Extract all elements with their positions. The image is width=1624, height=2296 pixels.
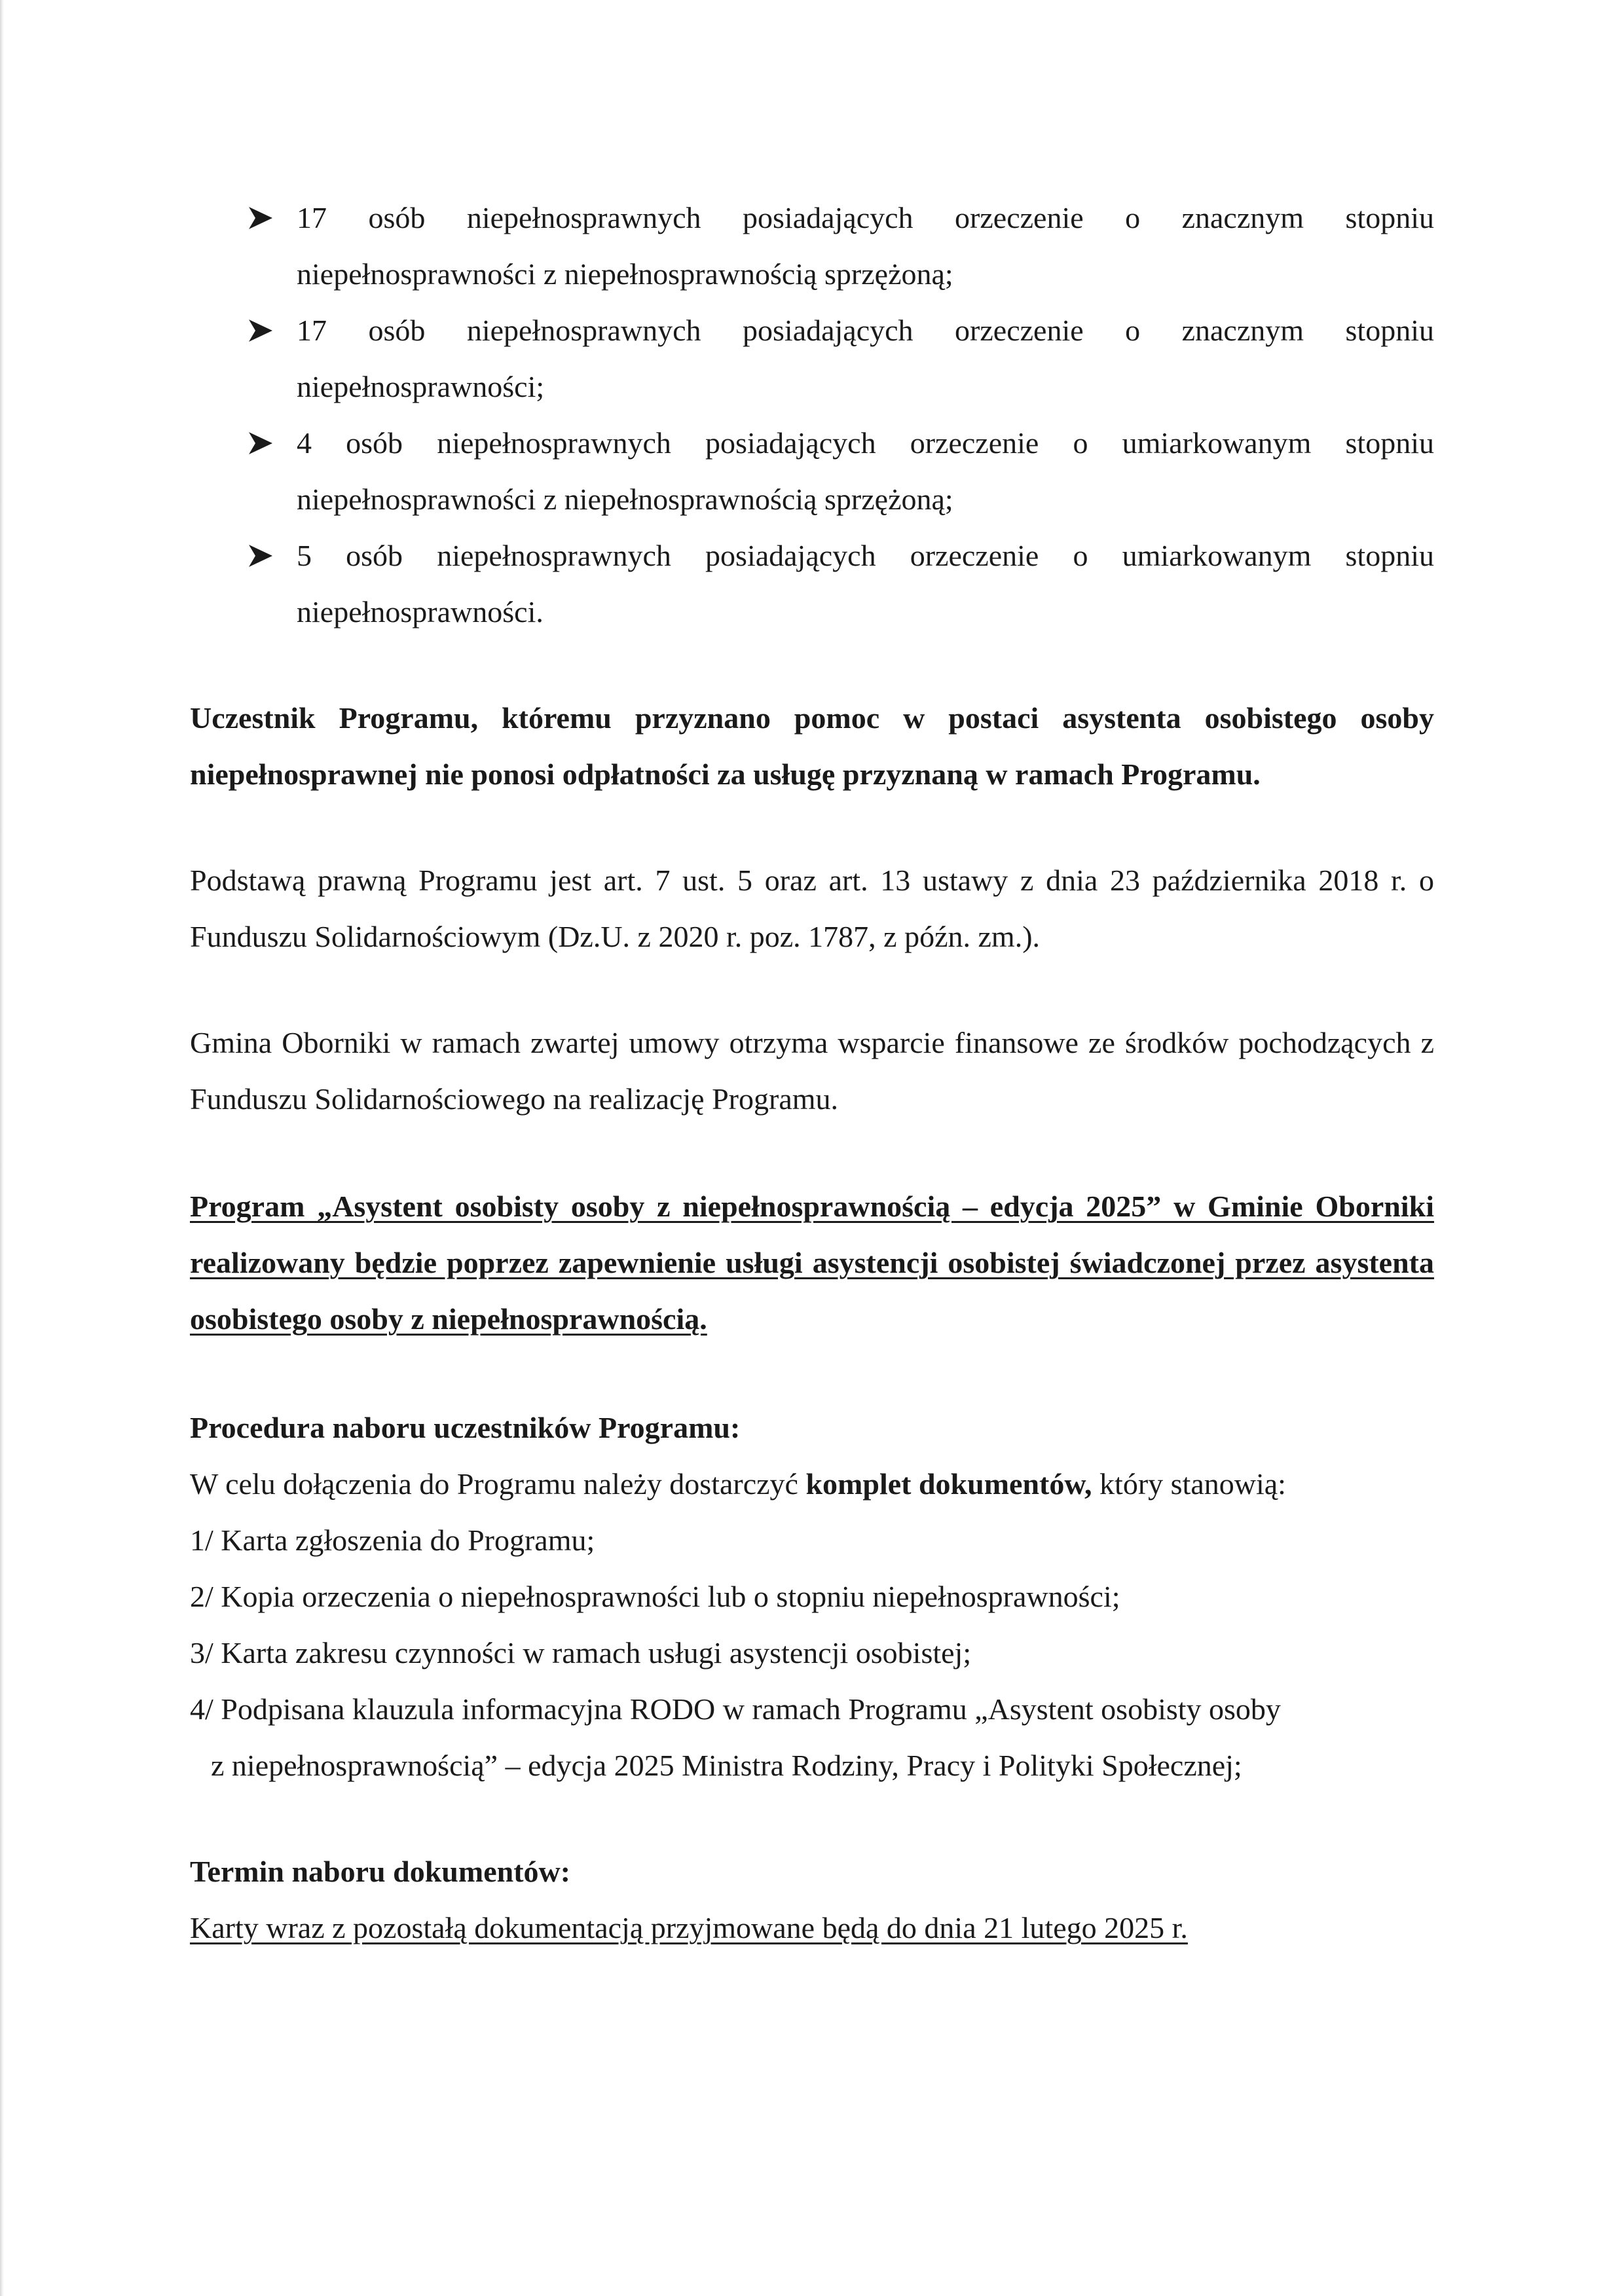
funding-paragraph: Gmina Oborniki w ramach zwartej umowy otrzyma wsparcie finansowe ze środków pochodzących z Funduszu Solidarnościowego na realizację Programu. (190, 1026, 1434, 1116)
document-item-continuation: z niepełnosprawnością” – edycja 2025 Ministra Rodziny, Pracy i Polityki Społecznej; (211, 1749, 1242, 1782)
arrowhead-bullet-icon (249, 545, 272, 567)
procedure-section (190, 1400, 1434, 1794)
document-page (190, 190, 1434, 1956)
list-item (190, 415, 1434, 528)
document-item: 3/ Karta zakresu czynności w ramach usługi asystencji osobistej; (190, 1636, 972, 1669)
deadline-section (190, 1844, 1434, 1956)
program-statement: Program „Asystent osobisty osoby z niepełnosprawnością – edycja 2025” w Gminie Oborniki realizowany będzie poprzez zapewnienie usługi asystencji osobistej świadczonej przez asystenta osobistego osoby z niepełnosprawnością. (190, 1190, 1434, 1336)
scan-edge-shadow (0, 0, 4, 2296)
document-item: 1/ Karta zgłoszenia do Programu; (190, 1523, 595, 1557)
list-item-text: 4 osób niepełnosprawnych posiadających orzeczenie o umiarkowanym stopniu niepełnosprawności z niepełnosprawnością sprzężoną; (297, 426, 1434, 516)
deadline-title: Termin naboru dokumentów: (190, 1855, 571, 1888)
procedure-intro-bold: komplet dokumentów, (805, 1467, 1092, 1501)
participant-list (190, 190, 1434, 640)
procedure-intro (190, 1456, 1434, 1512)
deadline-text: Karty wraz z pozostałą dokumentacją przyjmowane będą do dnia 21 lutego 2025 r. (190, 1911, 1188, 1944)
list-item (190, 190, 1434, 302)
procedure-intro-end: który stanowią: (1092, 1467, 1286, 1501)
procedure-intro-start: W celu dołączenia do Programu należy dostarczyć (190, 1467, 806, 1501)
procedure-title: Procedura naboru uczestników Programu: (190, 1411, 741, 1444)
document-item: 4/ Podpisana klauzula informacyjna RODO w ramach Programu „Asystent osobisty osoby (190, 1692, 1281, 1726)
legal-basis-paragraph: Podstawą prawną Programu jest art. 7 ust. 5 oraz art. 13 ustawy z dnia 23 października 2018 r. o Funduszu Solidarnościowym (Dz.U. z 2020 r. poz. 1787, z późn. zm.). (190, 864, 1434, 953)
document-item: 2/ Kopia orzeczenia o niepełnosprawności lub o stopniu niepełnosprawności; (190, 1580, 1120, 1613)
arrowhead-bullet-icon (249, 432, 272, 454)
arrowhead-bullet-icon (249, 207, 272, 229)
list-item-text: 5 osób niepełnosprawnych posiadających orzeczenie o umiarkowanym stopniu niepełnosprawności. (297, 539, 1434, 629)
list-item (190, 302, 1434, 415)
list-item (190, 528, 1434, 640)
list-item-text: 17 osób niepełnosprawnych posiadających orzeczenie o znacznym stopniu niepełnosprawności; (297, 314, 1434, 403)
list-item-text: 17 osób niepełnosprawnych posiadających orzeczenie o znacznym stopniu niepełnosprawności z niepełnosprawnością sprzężoną; (297, 201, 1434, 291)
no-fee-notice: Uczestnik Programu, któremu przyznano pomoc w postaci asystenta osobistego osoby niepełnosprawnej nie ponosi odpłatności za usługę przyznaną w ramach Programu. (190, 701, 1434, 791)
arrowhead-bullet-icon (249, 319, 272, 342)
